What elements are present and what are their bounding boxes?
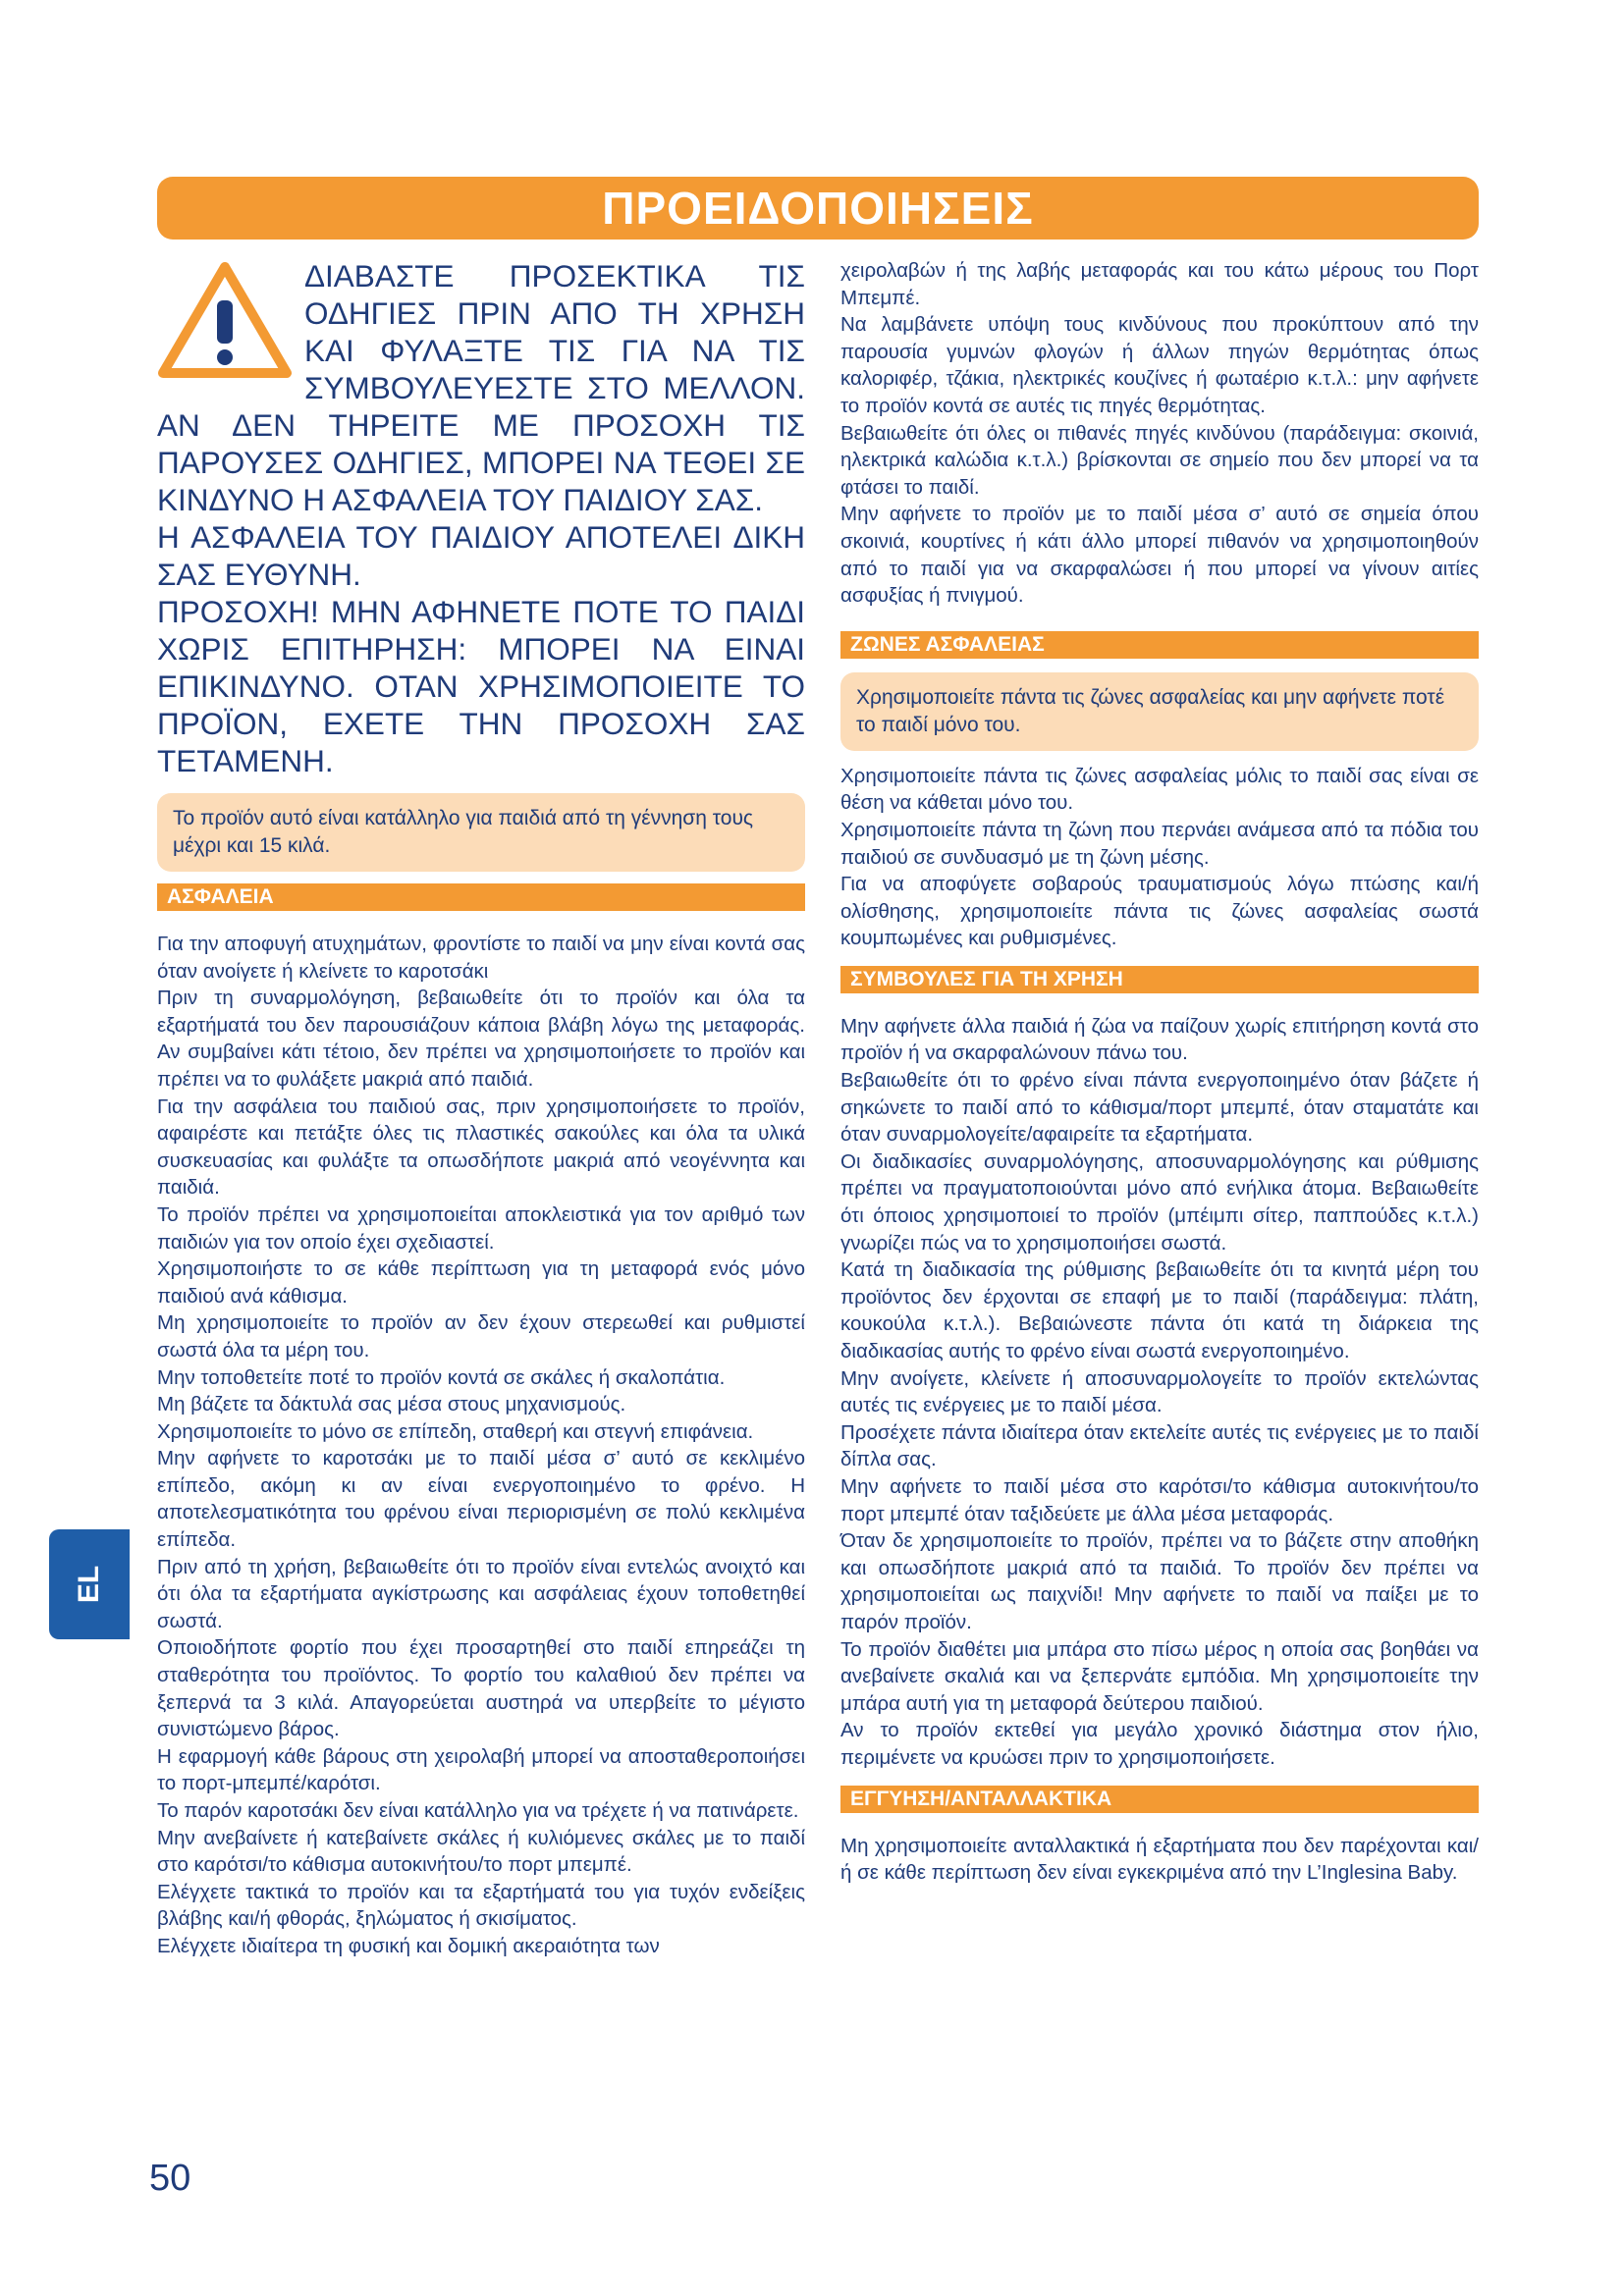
list-item: Μην τοποθετείτε ποτέ το προϊόν κοντά σε σκάλες ή σκαλοπάτια. (157, 1365, 726, 1389)
list-item: Βεβαιωθείτε ότι το φρένο είναι πάντα ενεργοποιημένο όταν βάζετε ή σηκώνετε το παιδί από το κάθισμα/πορτ μπεμπέ, όταν σταματάτε και όταν συναρμολογείτε/αφαιρείτε τα εξαρτήματα. (840, 1069, 1479, 1147)
list-item: Αν το προϊόν εκτεθεί για μεγάλο χρονικό διάστημα στον ήλιο, περιμένετε να κρυώσει πριν το χρησιμοποιήσετε. (840, 1719, 1479, 1769)
section-header-usage: ΣΥΜΒΟΥΛΕΣ ΓΙΑ ΤΗ ΧΡΗΣΗ (840, 966, 1479, 993)
list-item: Για την αποφυγή ατυχημάτων, φροντίστε το παιδί να μην είναι κοντά σας όταν ανοίγετε ή κλείνετε το καροτσάκι (157, 933, 805, 983)
list-item: χειρολαβών ή της λαβής μεταφοράς και του κάτω μέρους του Πορτ Μπεμπέ. (840, 259, 1479, 309)
warranty-list (840, 1833, 1479, 1887)
list-item: Μην ανοίγετε, κλείνετε ή αποσυναρμολογείτε το προϊόν εκτελώντας αυτές τις ενέργειες με το παιδί μέσα. (840, 1366, 1479, 1417)
list-item: Πριν τη συναρμολόγηση, βεβαιωθείτε ότι το προϊόν και όλα τα εξαρτήματά του δεν παρουσιάζουν κάποια βλάβη λόγω της μεταφοράς. Αν συμβαίνει κάτι τέτοιο, δεν πρέπει να χρησιμοποιήσετε το προϊόν και πρέπει να το φυλάξετε μακριά από παιδιά. (157, 987, 805, 1091)
warning-triangle-icon (157, 261, 293, 381)
warning-supervision: ΠΡΟΣΟΧΗ! ΜΗΝ ΑΦΗΝΕΤΕ ΠΟΤΕ ΤΟ ΠΑΙΔΙ ΧΩΡΙΣ ΕΠΙΤΗΡΗΣΗ: ΜΠΟΡΕΙ ΝΑ ΕΙΝΑΙ ΕΠΙΚΙΝΔΥΝΟ. ΟΤΑΝ ΧΡΗΣΙΜΟΠΟΙΕΙΤΕ ΤΟ ΠΡΟΪΟΝ, ΕΧΕΤΕ ΤΗΝ ΠΡΟΣΟΧΗ ΣΑΣ ΤΕΤΑΜΕΝΗ. (157, 594, 805, 778)
list-item: Μην αφήνετε άλλα παιδιά ή ζώα να παίζουν χωρίς επιτήρηση κοντά στο προϊόν ή να σκαρφαλώνουν πάνω του. (840, 1014, 1479, 1065)
list-item: Μην ανεβαίνετε ή κατεβαίνετε σκάλες ή κυλιόμενες σκάλες με το παιδί στο καρότσι/το κάθισμα αυτοκινήτου/το πορτ μπεμπέ. (157, 1826, 805, 1877)
list-item: Προσέχετε πάντα ιδιαίτερα όταν εκτελείτε αυτές τις ενέργειες με το παιδί δίπλα σας. (840, 1420, 1479, 1471)
belts-box: Χρησιμοποιείτε πάντα τις ζώνες ασφαλείας και μην αφήνετε ποτέ το παιδί μόνο του. (840, 672, 1479, 751)
belts-list (840, 763, 1479, 952)
list-item: Η εφαρμογή κάθε βάρους στη χειρολαβή μπορεί να αποσταθεροποιήσει το πορτ-μπεμπέ/καρότσι. (157, 1744, 805, 1795)
list-item: Κατά τη διαδικασία της ρύθμισης βεβαιωθείτε ότι τα κινητά μέρη του προϊόντος δεν έρχονται σε επαφή με το παιδί (παράδειγμα: πλάτη, κουκούλα κ.τ.λ.). Βεβαιώνεστε πάντα ότι κατά τη διάρκεια της διαδικασίας αυτής το φρένο είναι σωστά ενεργοποιημένο. (840, 1258, 1479, 1362)
list-item: Χρησιμοποιήστε το σε κάθε περίπτωση για τη μεταφορά ενός μόνο παιδιού ανά κάθισμα. (157, 1257, 805, 1308)
list-item: Χρησιμοποιείτε πάντα τις ζώνες ασφαλείας μόλις το παιδί σας είναι σε θέση να κάθεται μόνο του. (840, 764, 1479, 815)
right-column (840, 257, 1479, 1887)
list-item: Το προϊόν πρέπει να χρησιμοποιείται αποκλειστικά για τον αριθμό των παιδιών για τον οποίο έχει σχεδιαστεί. (157, 1202, 805, 1254)
list-item: Μην αφήνετε το καροτσάκι με το παιδί μέσα σ’ αυτό σε κεκλιμένο επίπεδο, ακόμη κι αν είναι ενεργοποιημένο το φρένο. Η αποτελεσματικότητα του φρένου είναι περιορισμένη σε πολύ κεκλιμένα επίπεδα. (157, 1447, 805, 1552)
warning-block (157, 257, 805, 779)
list-item: Μη βάζετε τα δάκτυλά σας μέσα στους μηχανισμούς. (157, 1393, 626, 1416)
language-tab (49, 1529, 130, 1639)
safety-continued-list (840, 257, 1479, 610)
section-header-safety: ΑΣΦΑΛΕΙΑ (157, 883, 805, 911)
section-header-warranty: ΕΓΓΥΗΣΗ/ΑΝΤΑΛΛΑΚΤΙΚΑ (840, 1786, 1479, 1813)
language-tab-label: EL (73, 1565, 105, 1604)
list-item: Όταν δε χρησιμοποιείτε το προϊόν, πρέπει να το βάζετε στην αποθήκη και οπωσδήποτε μακριά από τα παιδιά. Το προϊόν δεν πρέπει να χρησιμοποιείται ως παιχνίδι! Μην αφήνετε το παιδί να παίξει με το παρόν προϊόν. (840, 1529, 1479, 1633)
list-item: Για την ασφάλεια του παιδιού σας, πριν χρησιμοποιήσετε το προϊόν, αφαιρέστε και πετάξτε όλες τις πλαστικές σακούλες και όλα τα υλικά συσκευασίας και φυλάξτε τα οπωσδήποτε μακριά από νεογέννητα και παιδιά. (157, 1095, 805, 1200)
list-item: Πριν από τη χρήση, βεβαιωθείτε ότι το προϊόν είναι εντελώς ανοιχτό και ότι όλα τα εξαρτήματα αγκίστρωσης και ασφάλειας έχουν τοποθετηθεί σωστά. (157, 1555, 805, 1632)
list-item: Οι διαδικασίες συναρμολόγησης, αποσυναρμολόγησης και ρύθμισης πρέπει να πραγματοποιούνται μόνο από ενήλικα άτομα. Βεβαιωθείτε ότι όποιος χρησιμοποιεί το προϊόν (μπέιμπι σίτερ, παππούδες κ.τ.λ.) γνωρίζει πώς να το χρησιμοποιήσει σωστά. (840, 1149, 1479, 1255)
usage-list (840, 1013, 1479, 1772)
list-item: Μην αφήνετε το παιδί μέσα στο καρότσι/το κάθισμα αυτοκινήτου/το πορτ μπεμπέ όταν ταξιδεύετε με άλλα μέσα μεταφοράς. (840, 1474, 1479, 1525)
left-column (157, 257, 805, 1960)
age-range-box: Το προϊόν αυτό είναι κατάλληλο για παιδιά από τη γέννηση τους μέχρι και 15 κιλά. (157, 793, 805, 872)
warning-read-carefully: ΔΙΑΒΑΣΤΕ ΠΡΟΣΕΚΤΙΚΑ ΤΙΣ ΟΔΗΓΙΕΣ ΠΡΙΝ ΑΠΟ ΤΗ ΧΡΗΣΗ ΚΑΙ ΦΥΛΑΞΤΕ ΤΙΣ ΓΙΑ ΝΑ ΤΙΣ ΣΥΜΒΟΥΛΕΥΕΣΤΕ ΣΤΟ ΜΕΛΛΟΝ. ΑΝ ΔΕΝ ΤΗΡΕΙΤΕ ΜΕ ΠΡΟΣΟΧΗ ΤΙΣ ΠΑΡΟΥΣΕΣ ΟΔΗΓΙΕΣ, ΜΠΟΡΕΙ ΝΑ ΤΕΘΕΙ ΣΕ ΚΙΝΔΥΝΟ Η ΑΣΦΑΛΕΙΑ ΤΟΥ ΠΑΙΔΙΟΥ ΣΑΣ. (157, 258, 805, 517)
warning-responsibility: Η ΑΣΦΑΛΕΙΑ ΤΟΥ ΠΑΙΔΙΟΥ ΑΠΟΤΕΛΕΙ ΔΙΚΗ ΣΑΣ ΕΥΘΥΝΗ. (157, 519, 805, 592)
list-item: Ελέγχετε τακτικά το προϊόν και τα εξαρτήματά του για τυχόν ενδείξεις βλάβης και/ή φθοράς, ξηλώματος ή σκισίματος. (157, 1880, 805, 1931)
safety-list (157, 931, 805, 1960)
list-item: Μη χρησιμοποιείτε ανταλλακτικά ή εξαρτήματα που δεν παρέχονται και/ή σε κάθε περίπτωση δεν είναι εγκεκριμένα από την L’Inglesina Baby. (840, 1834, 1479, 1885)
list-item: Το προϊόν διαθέτει μια μπάρα στο πίσω μέρος η οποία σας βοηθάει να ανεβαίνετε σκαλιά και να ξεπερνάτε εμπόδια. Μη χρησιμοποιείτε την μπάρα αυτή για τη μεταφορά δεύτερου παιδιού. (840, 1637, 1479, 1715)
list-item: Να λαμβάνετε υπόψη τους κινδύνους που προκύπτουν από την παρουσία γυμνών φλογών ή άλλων πηγών θερμότητας όπως καλοριφέρ, τζάκια, ηλεκτρικές κουζίνες ή φωταέριο κ.τ.λ.: μην αφήνετε το προϊόν κοντά σε αυτές τις πηγές θερμότητας. (840, 313, 1479, 417)
list-item: Μη χρησιμοποιείτε το προϊόν αν δεν έχουν στερεωθεί και ρυθμιστεί σωστά όλα τα μέρη του. (157, 1311, 805, 1362)
warnings-banner: ΠΡΟΕΙΔΟΠΟΙΗΣΕΙΣ (157, 177, 1479, 240)
list-item: Χρησιμοποιείτε το μόνο σε επίπεδη, σταθερή και στεγνή επιφάνεια. (157, 1419, 754, 1443)
section-header-belts: ΖΩΝΕΣ ΑΣΦΑΛΕΙΑΣ (840, 631, 1479, 659)
list-item: Χρησιμοποιείτε πάντα τη ζώνη που περνάει ανάμεσα από τα πόδια του παιδιού σε συνδυασμό με τη ζώνη μέσης. (840, 818, 1479, 869)
list-item: Το παρόν καροτσάκι δεν είναι κατάλληλο για να τρέχετε ή να πατινάρετε. (157, 1799, 799, 1822)
list-item: Οποιοδήποτε φορτίο που έχει προσαρτηθεί στο παιδί επηρεάζει τη σταθερότητα του προϊόντος. Το φορτίο του καλαθιού δεν πρέπει να ξεπερνά τα 3 κιλά. Απαγορεύεται αυστηρά να υπερβείτε το μέγιστο συνιστώμενο βάρος. (157, 1636, 805, 1741)
list-item: Βεβαιωθείτε ότι όλες οι πιθανές πηγές κινδύνου (παράδειγμα: σκοινιά, ηλεκτρικά καλώδια κ.τ.λ.) βρίσκονται σε σημείο που δεν μπορεί να τα φτάσει το παιδί. (840, 421, 1479, 499)
list-item: Ελέγχετε ιδιαίτερα τη φυσική και δομική ακεραιότητα των (157, 1934, 660, 1957)
list-item: Μην αφήνετε το προϊόν με το παιδί μέσα σ’ αυτό σε σημεία όπου σκοινιά, κουρτίνες ή κάτι άλλο μπορεί πιθανόν να χρησιμοποιηθούν από το παιδί για να σκαρφαλώσει ή που μπορεί να γίνουν αιτίες ασφυξίας ή πνιγμού. (840, 503, 1479, 608)
list-item: Για να αποφύγετε σοβαρούς τραυματισμούς λόγω πτώσης και/ή ολίσθησης, χρησιμοποιείτε πάντα τις ζώνες ασφαλείας σωστά κουμπωμένες και ρυθμισμένες. (840, 873, 1479, 950)
page-number: 50 (149, 2158, 191, 2199)
